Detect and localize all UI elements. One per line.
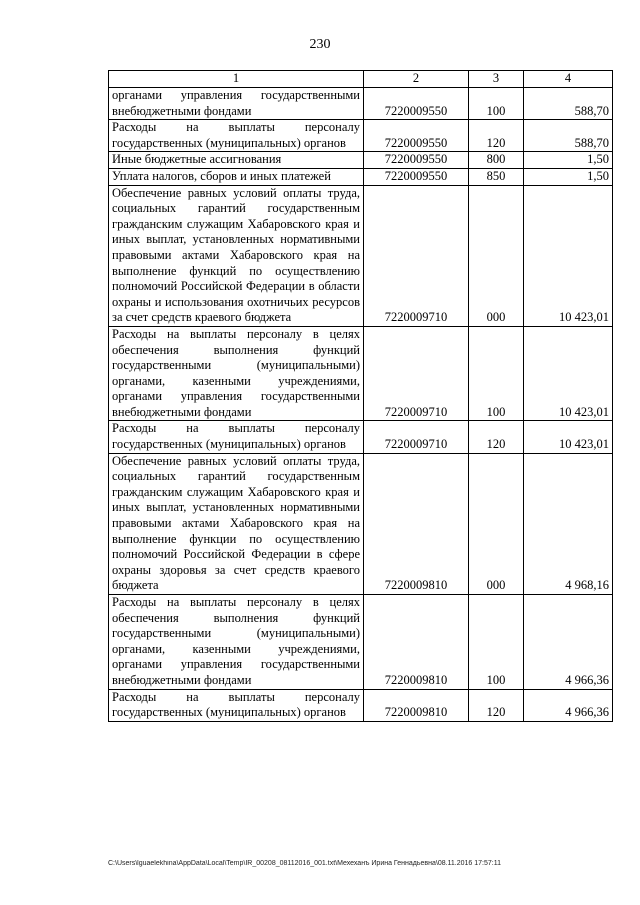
column-header-2: 2	[364, 71, 469, 88]
table-row	[109, 595, 613, 690]
row-description: Расходы на выплаты персоналу государственных (муниципальных) органов	[109, 421, 364, 453]
row-target-code: 7220009710	[364, 326, 469, 421]
row-amount: 588,70	[524, 120, 613, 152]
row-target-code: 7220009810	[364, 595, 469, 690]
table-row	[109, 88, 613, 120]
row-amount: 4 966,36	[524, 595, 613, 690]
row-expense-type: 120	[469, 120, 524, 152]
row-expense-type: 000	[469, 453, 524, 594]
row-amount: 1,50	[524, 152, 613, 169]
table-row	[109, 421, 613, 453]
row-description: органами управления государственными внебюджетными фондами	[109, 88, 364, 120]
row-expense-type: 100	[469, 595, 524, 690]
row-description: Уплата налогов, сборов и иных платежей	[109, 168, 364, 185]
row-target-code: 7220009550	[364, 152, 469, 169]
row-target-code: 7220009710	[364, 421, 469, 453]
row-expense-type: 120	[469, 421, 524, 453]
row-expense-type: 000	[469, 185, 524, 326]
row-amount: 588,70	[524, 88, 613, 120]
table-header-row	[109, 71, 613, 88]
row-expense-type: 100	[469, 88, 524, 120]
table-row	[109, 453, 613, 594]
row-description: Обеспечение равных условий оплаты труда, социальных гарантий государственным гражданским служащим Хабаровского края и иных выплат, установленных нормативными правовыми актами Хабаровского края на выполнение функции по осуществлению полномочий Российской Федерации в сфере охраны здоровья за счет средств краевого бюджета	[109, 453, 364, 594]
row-expense-type: 120	[469, 689, 524, 721]
table-row	[109, 326, 613, 421]
budget-table	[108, 70, 613, 722]
table-row	[109, 152, 613, 169]
page-number: 230	[309, 37, 331, 52]
row-amount: 4 968,16	[524, 453, 613, 594]
row-description: Расходы на выплаты персоналу государственных (муниципальных) органов	[109, 120, 364, 152]
row-description: Обеспечение равных условий оплаты труда, социальных гарантий государственным гражданским служащим Хабаровского края и иных выплат, установленных нормативными правовыми актами Хабаровского края на выполнение функций по осуществлению полномочий Российской Федерации в области охраны и использования охотничьих ресурсов за счет средств краевого бюджета	[109, 185, 364, 326]
row-description: Расходы на выплаты персоналу в целях обеспечения выполнения функций государственными (муниципальными) органами, казенными учреждениями, органами управления государственными внебюджетными фондами	[109, 595, 364, 690]
column-header-1: 1	[109, 71, 364, 88]
row-description: Иные бюджетные ассигнования	[109, 152, 364, 169]
row-target-code: 7220009810	[364, 453, 469, 594]
footer-file-path: C:\Users\lguaelekhina\AppData\Local\Temp\IR_00208_08112016_001.txt\Мехеханъ Ирина Геннадьевна\08.11.2016 17:57:11	[108, 860, 502, 867]
row-target-code: 7220009550	[364, 168, 469, 185]
row-amount: 10 423,01	[524, 185, 613, 326]
row-expense-type: 800	[469, 152, 524, 169]
row-amount: 10 423,01	[524, 326, 613, 421]
row-expense-type: 850	[469, 168, 524, 185]
row-target-code: 7220009550	[364, 88, 469, 120]
row-amount: 1,50	[524, 168, 613, 185]
column-header-4: 4	[524, 71, 613, 88]
row-amount: 10 423,01	[524, 421, 613, 453]
row-target-code: 7220009710	[364, 185, 469, 326]
table-row	[109, 689, 613, 721]
table-row	[109, 185, 613, 326]
row-description: Расходы на выплаты персоналу государственных (муниципальных) органов	[109, 689, 364, 721]
column-header-3: 3	[469, 71, 524, 88]
row-target-code: 7220009810	[364, 689, 469, 721]
row-expense-type: 100	[469, 326, 524, 421]
table-row	[109, 120, 613, 152]
row-target-code: 7220009550	[364, 120, 469, 152]
table-row	[109, 168, 613, 185]
row-description: Расходы на выплаты персоналу в целях обеспечения выполнения функций государственными (муниципальными) органами, казенными учреждениями, органами управления государственными внебюджетными фондами	[109, 326, 364, 421]
row-amount: 4 966,36	[524, 689, 613, 721]
